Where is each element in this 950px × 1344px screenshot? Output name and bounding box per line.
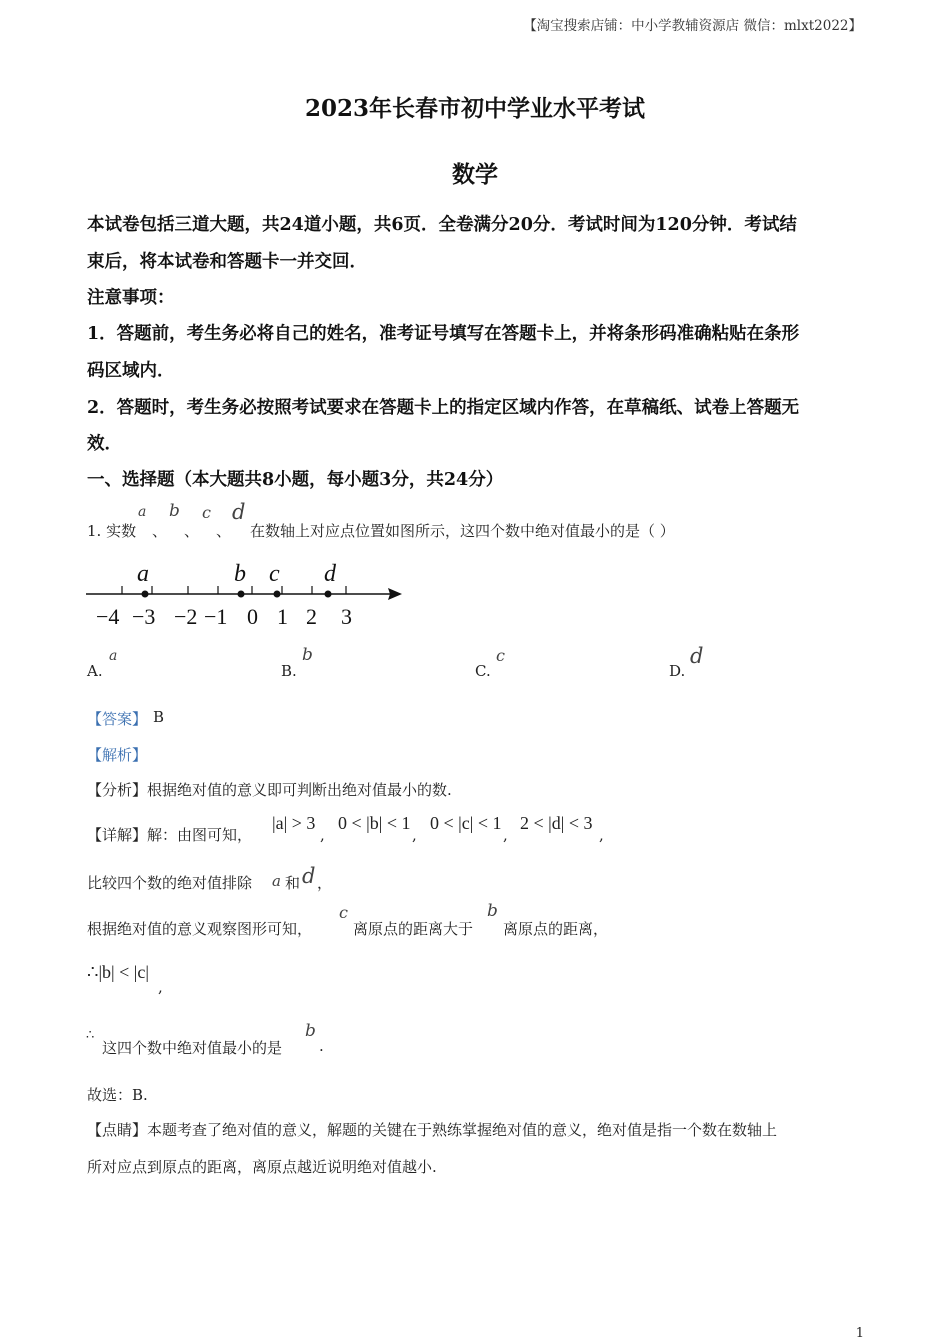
option-c-value: c xyxy=(496,646,505,665)
notice-2-line-1: 2．答题时，考生务必按照考试要求在答题卡上的指定区域内作答，在草稿纸、试卷上答题无 xyxy=(87,398,800,418)
q1-var-c: c xyxy=(202,503,211,522)
point-a xyxy=(142,591,149,598)
compare-a: a xyxy=(272,872,281,890)
exam-title: 2023年长春市初中学业水平考试 xyxy=(304,95,645,122)
page-header-watermark: 【淘宝搜索店铺：中小学教辅资源店 微信：mlxt2022】 xyxy=(523,18,862,34)
q1-var-a: a xyxy=(138,504,147,520)
fenxi-text: 【分析】根据绝对值的意义即可判断出绝对值最小的数. xyxy=(87,781,452,799)
therefore-inequality-end: , xyxy=(158,978,163,996)
page-number: 1 xyxy=(855,1326,864,1341)
inequality-1: |a| > 3 xyxy=(272,813,316,833)
option-c-label: C. xyxy=(475,662,491,680)
tick-label-1: 1 xyxy=(277,604,288,629)
tick-label-minus-3: −3 xyxy=(132,604,156,629)
observation-prefix: 根据绝对值的意义观察图形可知， xyxy=(87,920,313,938)
dianjing-line-2: 所对应点到原点的距离，离原点越近说明绝对值越小. xyxy=(87,1158,437,1176)
q1-sep-3: 、 xyxy=(216,522,232,540)
dianjing-line-1: 【点睛】本题考查了绝对值的意义，解题的关键在于熟练掌握绝对值的意义，绝对值是指一个数在数轴上 xyxy=(87,1121,778,1139)
inequality-sep-3: , xyxy=(503,826,508,844)
number-line-figure xyxy=(84,556,414,636)
inequality-sep-2: , xyxy=(412,826,417,844)
observation-b: b xyxy=(487,901,498,921)
point-label-b: b xyxy=(234,561,246,587)
tick-label-3: 3 xyxy=(341,604,352,629)
intro-line-2: 束后，将本试卷和答题卡一并交回． xyxy=(87,252,367,272)
therefore-conclusion: 这四个数中绝对值最小的是 xyxy=(102,1039,283,1057)
compare-end: ， xyxy=(317,874,333,892)
number-line-arrow xyxy=(388,588,402,600)
option-b-label: B. xyxy=(281,662,297,680)
inequality-sep-1: , xyxy=(320,826,325,844)
answer-tag: 【答案】 xyxy=(87,710,148,728)
notice-1-line-2: 码区域内． xyxy=(87,361,175,381)
answer-value: B xyxy=(153,708,165,726)
point-label-a: a xyxy=(137,561,149,587)
option-b-value: b xyxy=(302,645,313,665)
option-d-value: d xyxy=(690,644,704,668)
inequality-3: 0 < |c| < 1 xyxy=(430,813,502,833)
option-a-label: A. xyxy=(87,662,103,680)
tick-label-minus-2: −2 xyxy=(174,604,198,629)
notice-2-line-2: 效． xyxy=(87,434,122,454)
analysis-tag: 【解析】 xyxy=(87,746,148,764)
compare-prefix: 比较四个数的绝对值排除 xyxy=(87,874,253,892)
point-d xyxy=(325,591,332,598)
therefore-symbol: ∴ xyxy=(86,1028,95,1043)
notice-1-line-1: 1．答题前，考生务必将自己的姓名，准考证号填写在答题卡上，并将条形码准确粘贴在条形 xyxy=(87,324,800,344)
option-a-value: a xyxy=(109,648,118,664)
inequality-2: 0 < |b| < 1 xyxy=(338,813,411,833)
question-1-prefix: 1. 实数 xyxy=(87,522,137,540)
tick-label-minus-4: −4 xyxy=(96,604,120,629)
observation-c: c xyxy=(339,903,348,922)
tick-label-0: 0 xyxy=(247,604,258,629)
subject-title: 数学 xyxy=(452,161,498,188)
point-b xyxy=(238,591,245,598)
observation-mid: 离原点的距离大于 xyxy=(353,920,474,938)
therefore-b: b xyxy=(305,1021,316,1041)
q1-sep-2: 、 xyxy=(184,522,200,540)
point-c xyxy=(274,591,281,598)
question-1-suffix: 在数轴上对应点位置如图所示，这四个数中绝对值最小的是（ ） xyxy=(250,522,675,540)
inequality-sep-4: , xyxy=(599,826,604,844)
q1-var-d: d xyxy=(232,500,246,524)
compare-d: d xyxy=(302,864,316,888)
q1-var-b: b xyxy=(169,501,180,521)
therefore-end: . xyxy=(319,1037,324,1055)
xiangjie-prefix: 【详解】解：由图可知， xyxy=(87,826,253,844)
notice-title: 注意事项： xyxy=(87,288,175,308)
tick-label-minus-1: −1 xyxy=(204,604,228,629)
point-label-c: c xyxy=(269,561,280,587)
point-label-d: d xyxy=(324,561,336,587)
tick-label-2: 2 xyxy=(306,604,317,629)
q1-sep-1: 、 xyxy=(152,522,168,540)
inequality-4: 2 < |d| < 3 xyxy=(520,813,593,833)
section-1-heading: 一、选择题（本大题共8小题，每小题3分，共24分） xyxy=(87,470,504,490)
option-d-label: D. xyxy=(669,662,686,680)
therefore-inequality: ∴|b| < |c| xyxy=(87,962,150,982)
intro-line-1: 本试卷包括三道大题，共24道小题，共6页．全卷满分20分．考试时间为120分钟．考试结 xyxy=(87,215,797,235)
conclusion-text: 故选：B. xyxy=(87,1086,148,1104)
observation-end: 离原点的距离， xyxy=(503,920,609,938)
compare-and: 和 xyxy=(285,874,301,892)
